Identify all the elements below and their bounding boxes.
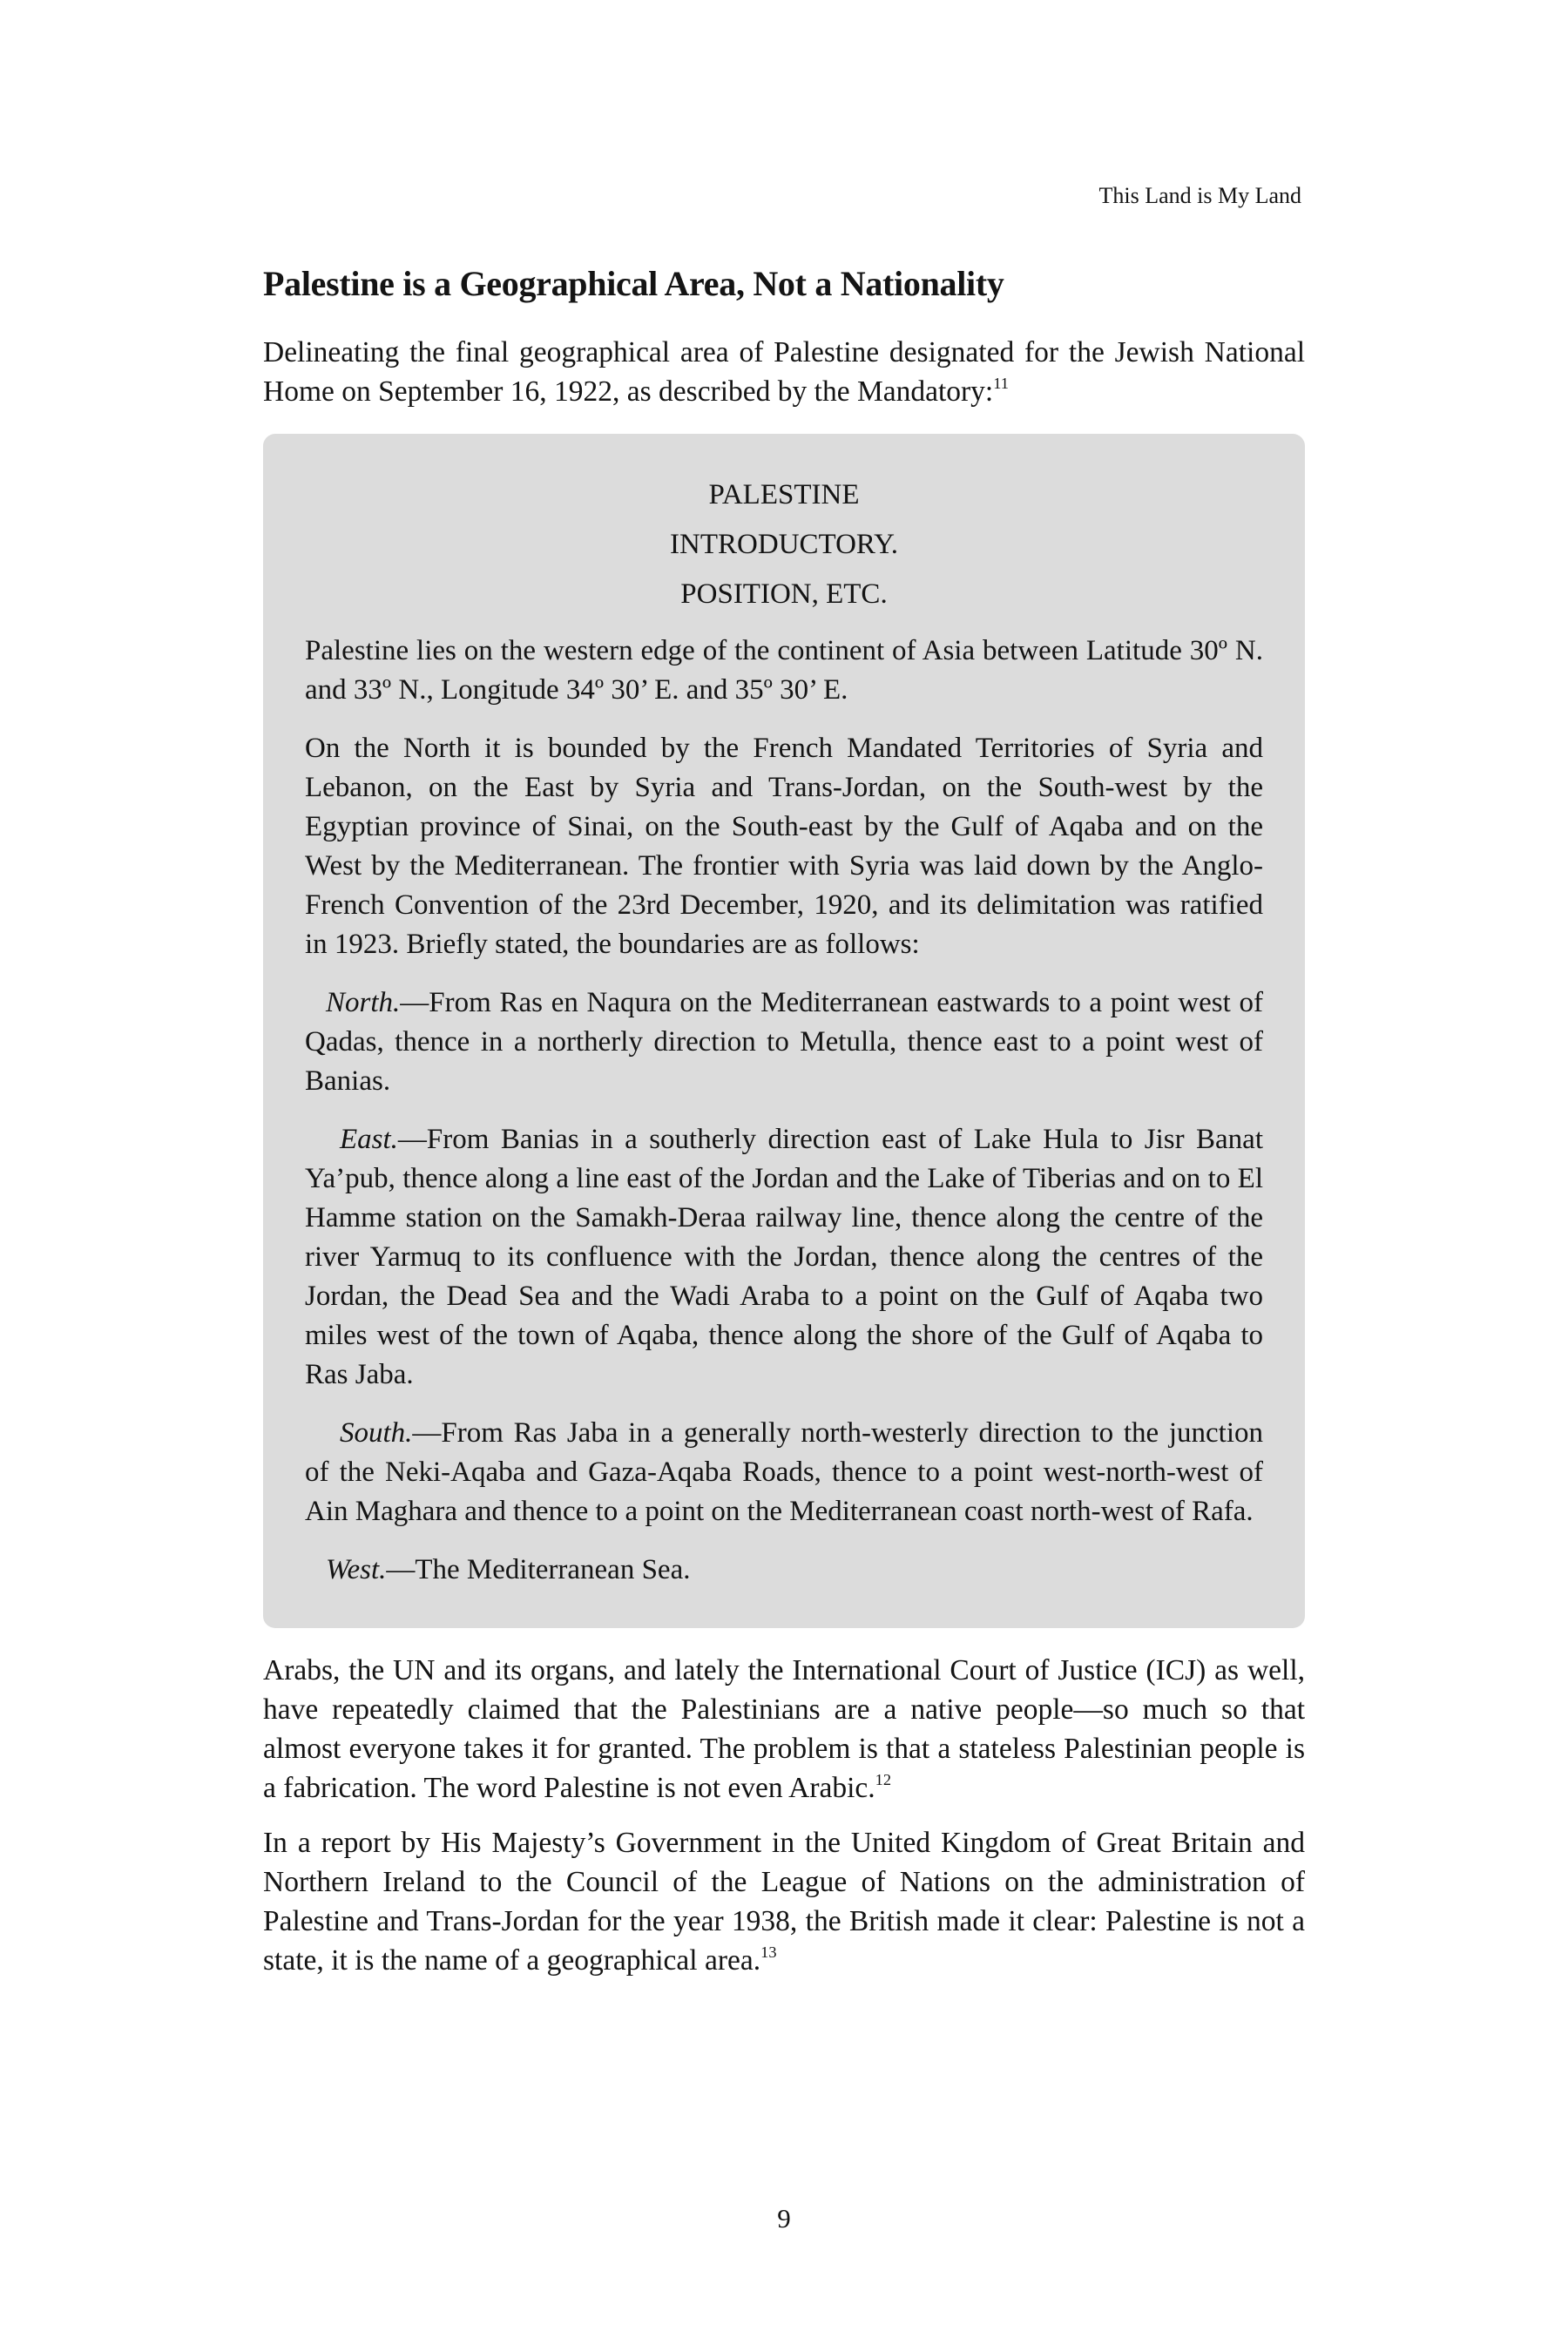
excerpt-north-boundary <box>305 983 1263 1101</box>
north-text: —From Ras en Naqura on the Mediterranean eastwards to a point west of Qadas, thence in a northerly direction to Metulla, thence east to a point west of Banias. <box>305 987 1263 1097</box>
east-text: —From Banias in a southerly direction east of Lake Hula to Jisr Banat Ya’pub, thence along a line east of the Jordan and the Lake of Tiberias and on to El Hamme station on the Samakh-Deraa railway line, thence along the centre of the river Yarmuq to its confluence with the Jordan, thence along the centres of the Jordan, the Dead Sea and the Wadi Araba to a point on the Gulf of Aqaba two miles west of the town of Aqaba, thence along the shore of the Gulf of Aqaba to Ras Jaba. <box>305 1124 1263 1390</box>
page-content <box>263 261 1305 1996</box>
excerpt-title-position: POSITION, ETC. <box>680 578 888 610</box>
excerpt-east-boundary <box>305 1120 1263 1395</box>
south-label: South. <box>340 1417 413 1449</box>
east-label: East. <box>340 1124 398 1155</box>
footnote-ref-13: 13 <box>760 1943 777 1962</box>
intro-paragraph <box>263 333 1305 411</box>
paragraph-1-text: Arabs, the UN and its organs, and lately the International Court of Justice (ICJ) as well, have repeatedly claimed that the Palestinians are a native people—so much so that almost everyone takes it for granted. The problem is that a stateless Palestinian people is a fabrication. The word Palestine is not even Arabic. <box>263 1654 1305 1804</box>
excerpt-west-boundary <box>305 1551 1263 1590</box>
west-text: —The Mediterranean Sea. <box>386 1554 691 1585</box>
page-number: 9 <box>777 2203 791 2234</box>
north-label: North. <box>326 987 401 1018</box>
excerpt-position-paragraph: Palestine lies on the western edge of the continent of Asia between Latitude 30º N. and 33º N., Longitude 34º 30’ E. and 35º 30’ E. <box>305 635 1263 706</box>
excerpt-bounds-paragraph: On the North it is bounded by the French Mandated Territories of Syria and Lebanon, on the East by Syria and Trans-Jordan, on the South-west by the Egyptian province of Sinai, on the South-east by the Gulf of Aqaba and on the West by the Mediterranean. The frontier with Syria was laid down by the Anglo-French Convention of the 23rd December, 1920, and its delimitation was ratified in 1923. Briefly stated, the boundaries are as follows: <box>305 733 1263 960</box>
quoted-excerpt-box <box>263 434 1305 1628</box>
section-heading: Palestine is a Geographical Area, Not a Nationality <box>263 264 1004 303</box>
body-paragraph-2 <box>263 1823 1305 1980</box>
body-paragraph-1 <box>263 1651 1305 1808</box>
south-text: —From Ras Jaba in a generally north-westerly direction to the junction of the Neki-Aqaba and Gaza-Aqaba Roads, thence to a point west-north-west of Ain Maghara and thence to a point on the Mediterranean coast north-west of Rafa. <box>305 1417 1263 1527</box>
footnote-ref-12: 12 <box>875 1771 892 1789</box>
intro-text: Delineating the final geographical area of Palestine designated for the Jewish National Home on September 16, 1922, as described by the Mandatory: <box>263 336 1305 408</box>
running-head: This Land is My Land <box>1098 183 1301 208</box>
excerpt-south-boundary <box>305 1414 1263 1531</box>
excerpt-title-palestine: PALESTINE <box>708 479 860 510</box>
footnote-ref-11: 11 <box>993 375 1009 393</box>
paragraph-2-text: In a report by His Majesty’s Government in the United Kingdom of Great Britain and Northern Ireland to the Council of the League of Nations on the administration of Palestine and Trans-Jordan for the year 1938, the British made it clear: Palestine is not a state, it is the name of a geographical area. <box>263 1827 1305 1977</box>
west-label: West. <box>326 1554 387 1585</box>
excerpt-title-introductory: INTRODUCTORY. <box>670 529 898 560</box>
